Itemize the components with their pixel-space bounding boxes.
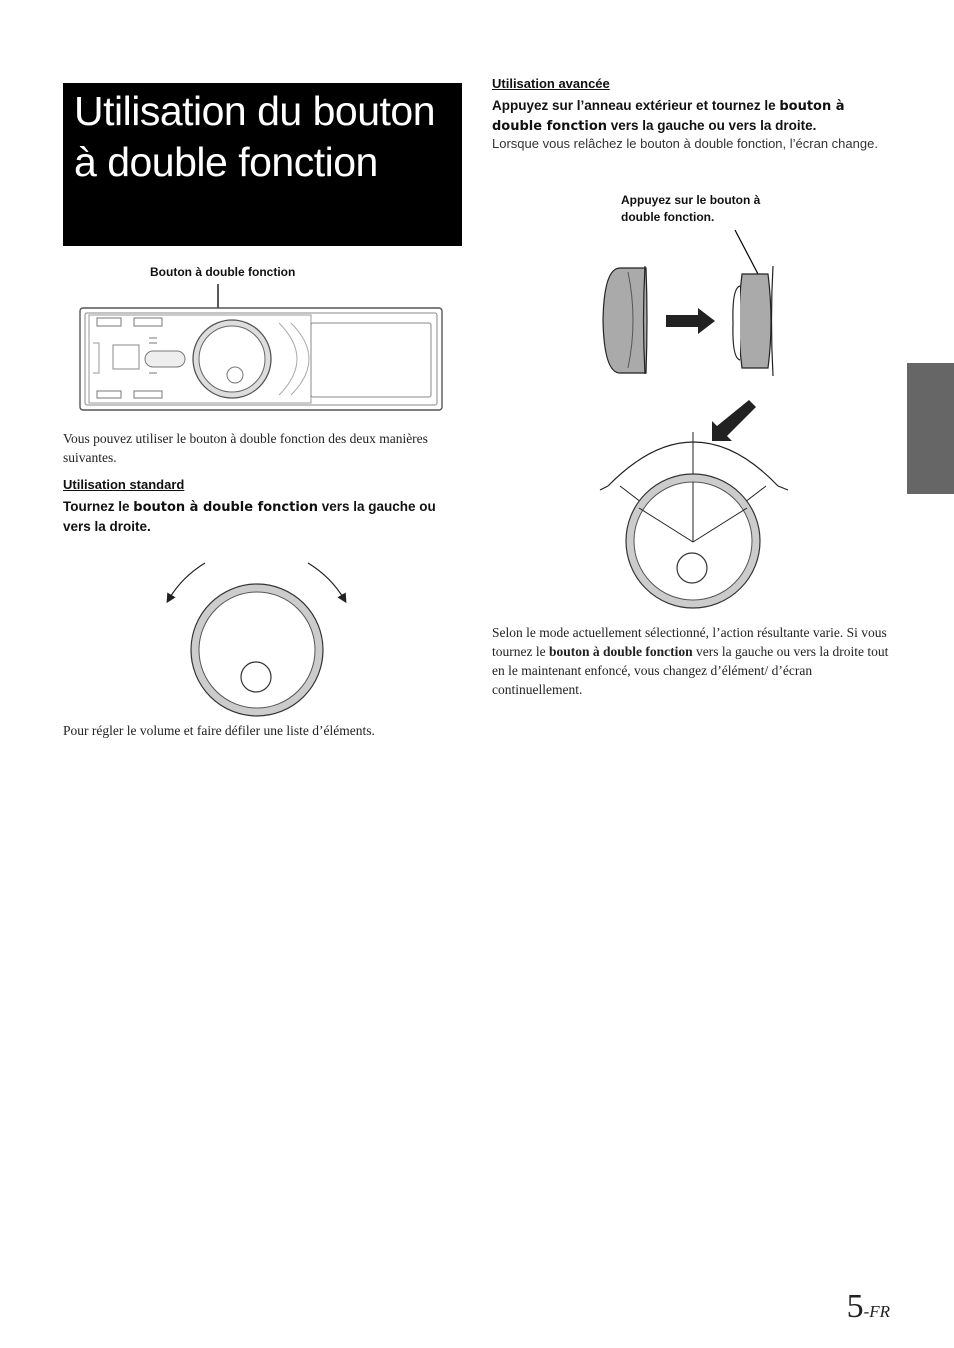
page-title: Utilisation du bouton à double fonction (74, 88, 436, 185)
advanced-instr-post: vers la gauche ou vers la droite. (607, 118, 817, 133)
advanced-heading: Utilisation avancée (492, 76, 610, 91)
advanced-instr-pre: Appuyez sur l’anneau extérieur et tournez le (492, 98, 780, 113)
device-illustration (79, 283, 444, 413)
standard-instr-pre: Tournez le (63, 499, 134, 514)
page-number-value: 5 (846, 1288, 864, 1325)
press-callout-label: Appuyez sur le bouton à double fonction. (621, 193, 761, 224)
page-number (847, 1288, 890, 1326)
press-illustration (598, 228, 788, 383)
section-tab (907, 363, 954, 494)
advanced-instr-bold: bouton à double fonction (492, 99, 845, 134)
intro-text: Vous pouvez utiliser le bouton à double fonction des deux manières suivantes. (63, 431, 428, 465)
advanced-note: Lorsque vous relâchez le bouton à double fonction, l’écran change. (492, 136, 878, 151)
title-box (63, 83, 462, 246)
advanced-para-bold: bouton à double fonction (548, 644, 693, 659)
standard-heading: Utilisation standard (63, 477, 185, 492)
advanced-paragraph (492, 623, 892, 699)
standard-instruction (63, 497, 463, 536)
advanced-para-post: vers la gauche ou vers la droite tout en le maintenant enfoncé, vous changez d’élément/ d’écran continuellement. (492, 644, 889, 697)
page-number-suffix: -FR (863, 1302, 890, 1321)
standard-instr-post: vers la gauche ou vers la droite. (63, 499, 436, 534)
device-callout-label: Bouton à double fonction (150, 265, 296, 279)
standard-instr-bold: bouton à double fonction (133, 500, 318, 515)
advanced-para-pre: Selon le mode actuellement sélectionné, l’action résultante varie. Si vous tournez le (492, 625, 887, 659)
press-rotate-illustration (596, 398, 796, 610)
advanced-instruction (492, 96, 887, 136)
knob-rotate-illustration (160, 555, 360, 720)
standard-caption: Pour régler le volume et faire défiler une liste d’éléments. (63, 723, 375, 738)
